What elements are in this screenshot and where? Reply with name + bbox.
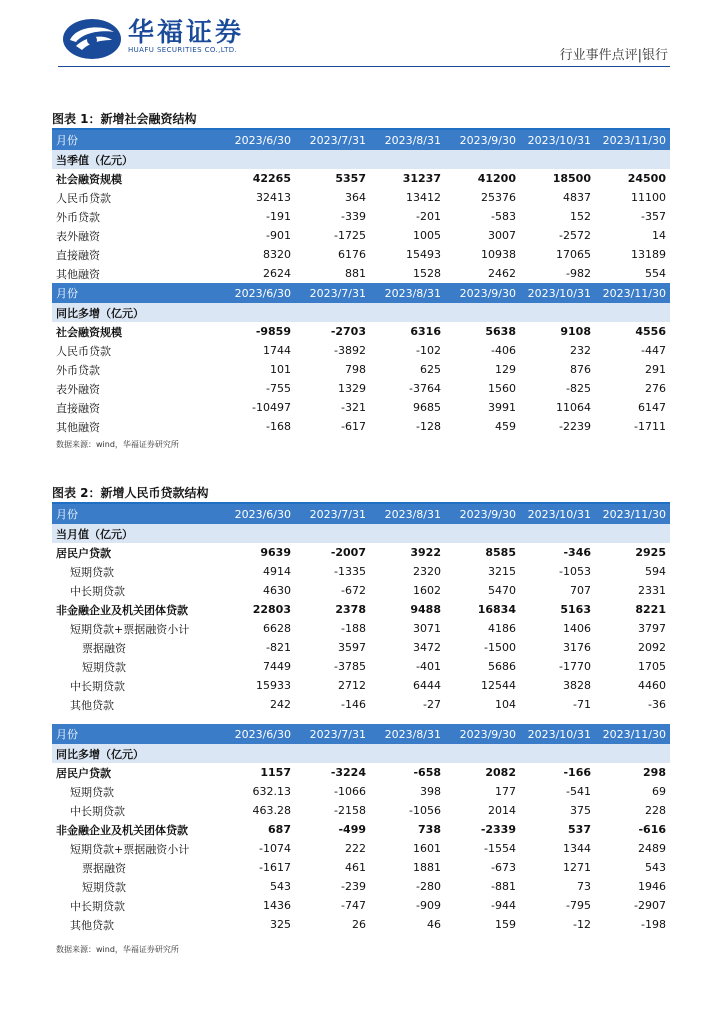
cell-value: 2925 [635, 546, 666, 559]
spacer-cell [52, 714, 670, 724]
table-row [52, 858, 670, 877]
cell-value: 232 [570, 344, 591, 357]
row-label: 票据融资 [82, 861, 126, 875]
column-header-date: 2023/11/30 [595, 504, 670, 524]
cell-value: 2092 [638, 641, 666, 654]
cell-value: 32413 [256, 191, 291, 204]
cell-value: -36 [648, 698, 666, 711]
column-header-date: 2023/9/30 [445, 283, 520, 303]
row-label: 社会融资规模 [56, 172, 122, 186]
cell-value: 6628 [263, 622, 291, 635]
cell-value: 798 [345, 363, 366, 376]
cell-value: 1436 [263, 899, 291, 912]
column-header-date: 2023/9/30 [445, 724, 520, 744]
column-header-date: 2023/10/31 [520, 283, 595, 303]
row-label: 外币贷款 [56, 363, 100, 377]
cell-value: 325 [270, 918, 291, 931]
row-label: 中长期贷款 [70, 804, 125, 818]
column-header-date: 2023/10/31 [520, 504, 595, 524]
table-row [52, 341, 670, 360]
cell-value: -658 [413, 766, 441, 779]
cell-value: -128 [416, 420, 441, 433]
cell-value: 9685 [413, 401, 441, 414]
cell-value: -3224 [330, 766, 366, 779]
cell-value: -2339 [480, 823, 516, 836]
cell-value: 1406 [563, 622, 591, 635]
cell-value: 6147 [638, 401, 666, 414]
cell-value: -201 [416, 210, 441, 223]
cell-value: 291 [645, 363, 666, 376]
cell-value: -944 [491, 899, 516, 912]
section-label: 同比多增（亿元） [52, 303, 670, 322]
figure2-table [52, 504, 670, 934]
cell-value: -3892 [334, 344, 366, 357]
cell-value: 364 [345, 191, 366, 204]
section-label: 当季值（亿元） [52, 150, 670, 169]
table-row [52, 676, 670, 695]
column-header-date: 2023/7/31 [295, 283, 370, 303]
cell-value: 6176 [338, 248, 366, 261]
cell-value: 46 [427, 918, 441, 931]
cell-value: 177 [495, 785, 516, 798]
row-label: 短期贷款 [70, 565, 114, 579]
table-row [52, 782, 670, 801]
cell-value: -881 [491, 880, 516, 893]
page-header [0, 0, 724, 70]
cell-value: 101 [270, 363, 291, 376]
figure2-source: 数据来源：wind，华福证券研究所 [56, 945, 179, 954]
cell-value: 3797 [638, 622, 666, 635]
table-row [52, 398, 670, 417]
column-header-date: 2023/8/31 [370, 504, 445, 524]
cell-value: 5470 [488, 584, 516, 597]
section-label: 当月值（亿元） [52, 524, 670, 543]
cell-value: 707 [570, 584, 591, 597]
cell-value: 1329 [338, 382, 366, 395]
cell-value: 26 [352, 918, 366, 931]
cell-value: -747 [341, 899, 366, 912]
cell-value: -102 [416, 344, 441, 357]
section-header-row [52, 524, 670, 543]
section-header-row [52, 150, 670, 169]
cell-value: 242 [270, 698, 291, 711]
cell-value: 5686 [488, 660, 516, 673]
cell-value: 1344 [563, 842, 591, 855]
section-label: 同比多增（亿元） [52, 744, 670, 763]
cell-value: -1053 [559, 565, 591, 578]
table-row [52, 839, 670, 858]
cell-value: 15933 [256, 679, 291, 692]
column-header-month: 月份 [52, 724, 222, 744]
cell-value: 2378 [335, 603, 366, 616]
cell-value: 152 [570, 210, 591, 223]
cell-value: 2320 [413, 565, 441, 578]
row-label: 非金融企业及机关团体贷款 [56, 603, 188, 617]
cell-value: -982 [566, 267, 591, 280]
cell-value: 15493 [406, 248, 441, 261]
cell-value: -357 [641, 210, 666, 223]
table-row [52, 169, 670, 188]
row-label: 短期贷款 [82, 880, 126, 894]
column-header-date: 2023/9/30 [445, 504, 520, 524]
cell-value: -909 [416, 899, 441, 912]
cell-value: 2712 [338, 679, 366, 692]
table-row [52, 638, 670, 657]
column-header-date: 2023/7/31 [295, 130, 370, 150]
cell-value: 543 [270, 880, 291, 893]
cell-value: 6316 [410, 325, 441, 338]
row-label: 非金融企业及机关团体贷款 [56, 823, 188, 837]
cell-value: 16834 [477, 603, 516, 616]
cell-value: 11064 [556, 401, 591, 414]
cell-value: 9639 [260, 546, 291, 559]
table-row [52, 417, 670, 436]
cell-value: -10497 [252, 401, 291, 414]
cell-value: 11100 [631, 191, 666, 204]
cell-value: -1056 [409, 804, 441, 817]
cell-value: 1157 [260, 766, 291, 779]
cell-value: -1066 [334, 785, 366, 798]
column-header-month: 月份 [52, 283, 222, 303]
cell-value: 1560 [488, 382, 516, 395]
cell-value: -821 [266, 641, 291, 654]
cell-value: 3597 [338, 641, 366, 654]
row-label: 其他贷款 [70, 918, 114, 932]
row-label: 其他融资 [56, 420, 100, 434]
row-label: 中长期贷款 [70, 899, 125, 913]
section-header-row [52, 744, 670, 763]
row-label: 短期贷款 [70, 785, 114, 799]
column-header-date: 2023/7/31 [295, 504, 370, 524]
cell-value: -146 [341, 698, 366, 711]
cell-value: -188 [341, 622, 366, 635]
company-name-en: HUAFU SECURITIES CO.,LTD. [128, 46, 238, 54]
cell-value: -280 [416, 880, 441, 893]
table-row [52, 360, 670, 379]
table-row [52, 820, 670, 839]
cell-value: -616 [638, 823, 666, 836]
cell-value: 3472 [413, 641, 441, 654]
cell-value: 2014 [488, 804, 516, 817]
section-header-row [52, 303, 670, 322]
cell-value: 1528 [413, 267, 441, 280]
column-header-date: 2023/11/30 [595, 130, 670, 150]
row-label: 其他融资 [56, 267, 100, 281]
cell-value: -1554 [484, 842, 516, 855]
table-header-row [52, 724, 670, 744]
cell-value: -191 [266, 210, 291, 223]
table-row [52, 619, 670, 638]
cell-value: -9859 [255, 325, 291, 338]
cell-value: -3764 [409, 382, 441, 395]
cell-value: 9488 [410, 603, 441, 616]
cell-value: -166 [563, 766, 591, 779]
cell-value: -1617 [259, 861, 291, 874]
cell-value: -583 [491, 210, 516, 223]
cell-value: 276 [645, 382, 666, 395]
cell-value: -339 [341, 210, 366, 223]
cell-value: 1881 [413, 861, 441, 874]
cell-value: 1602 [413, 584, 441, 597]
cell-value: 2462 [488, 267, 516, 280]
cell-value: 3828 [563, 679, 591, 692]
column-header-date: 2023/10/31 [520, 724, 595, 744]
cell-value: 459 [495, 420, 516, 433]
cell-value: -617 [341, 420, 366, 433]
company-name-cn: 华福证券 [128, 18, 245, 48]
cell-value: 104 [495, 698, 516, 711]
cell-value: 8221 [635, 603, 666, 616]
table-row [52, 245, 670, 264]
cell-value: -239 [341, 880, 366, 893]
cell-value: -541 [566, 785, 591, 798]
cell-value: 375 [570, 804, 591, 817]
cell-value: 4630 [263, 584, 291, 597]
cell-value: 1744 [263, 344, 291, 357]
cell-value: 298 [643, 766, 666, 779]
table-header-row [52, 130, 670, 150]
row-label: 中长期贷款 [70, 679, 125, 693]
cell-value: 13189 [631, 248, 666, 261]
cell-value: -1770 [559, 660, 591, 673]
cell-value: 1601 [413, 842, 441, 855]
table-row [52, 915, 670, 934]
row-label: 中长期贷款 [70, 584, 125, 598]
cell-value: 4837 [563, 191, 591, 204]
column-header-date: 2023/9/30 [445, 130, 520, 150]
cell-value: 1705 [638, 660, 666, 673]
cell-value: 4914 [263, 565, 291, 578]
cell-value: 3215 [488, 565, 516, 578]
cell-value: 159 [495, 918, 516, 931]
figure2-title: 图表 2：新增人民币贷款结构 [52, 486, 209, 500]
cell-value: 2082 [485, 766, 516, 779]
cell-value: 543 [645, 861, 666, 874]
row-label: 其他贷款 [70, 698, 114, 712]
figure1-title: 图表 1：新增社会融资结构 [52, 112, 197, 126]
huafu-logo-icon [62, 18, 122, 60]
cell-value: -168 [266, 420, 291, 433]
figure1-table [52, 130, 670, 436]
cell-value: 3071 [413, 622, 441, 635]
cell-value: -1500 [484, 641, 516, 654]
cell-value: -755 [266, 382, 291, 395]
table-row [52, 763, 670, 782]
cell-value: -1725 [334, 229, 366, 242]
cell-value: -1074 [259, 842, 291, 855]
column-header-date: 2023/8/31 [370, 283, 445, 303]
cell-value: -1711 [634, 420, 666, 433]
cell-value: 5638 [485, 325, 516, 338]
cell-value: 228 [645, 804, 666, 817]
cell-value: 2331 [638, 584, 666, 597]
column-header-date: 2023/6/30 [222, 504, 295, 524]
row-label: 短期贷款+票据融资小计 [70, 622, 190, 636]
cell-value: -672 [341, 584, 366, 597]
cell-value: 594 [645, 565, 666, 578]
cell-value: 461 [345, 861, 366, 874]
cell-value: 24500 [627, 172, 666, 185]
cell-value: -825 [566, 382, 591, 395]
row-label: 人民币贷款 [56, 344, 111, 358]
table-row [52, 801, 670, 820]
cell-value: 3176 [563, 641, 591, 654]
row-label: 短期贷款 [82, 660, 126, 674]
table-row [52, 188, 670, 207]
cell-value: -2158 [334, 804, 366, 817]
cell-value: -2572 [559, 229, 591, 242]
row-label: 居民户贷款 [56, 546, 111, 560]
cell-value: -673 [491, 861, 516, 874]
row-label: 票据融资 [82, 641, 126, 655]
cell-value: -2239 [559, 420, 591, 433]
cell-value: 12544 [481, 679, 516, 692]
cell-value: 8320 [263, 248, 291, 261]
cell-value: -2703 [330, 325, 366, 338]
cell-value: 17065 [556, 248, 591, 261]
cell-value: -499 [338, 823, 366, 836]
cell-value: 4186 [488, 622, 516, 635]
cell-value: 41200 [477, 172, 516, 185]
row-label: 直接融资 [56, 248, 100, 262]
cell-value: -447 [641, 344, 666, 357]
table-spacer [52, 714, 670, 724]
row-label: 直接融资 [56, 401, 100, 415]
cell-value: -406 [491, 344, 516, 357]
cell-value: 18500 [552, 172, 591, 185]
column-header-date: 2023/11/30 [595, 724, 670, 744]
column-header-date: 2023/10/31 [520, 130, 595, 150]
cell-value: 6444 [413, 679, 441, 692]
cell-value: -401 [416, 660, 441, 673]
cell-value: -901 [266, 229, 291, 242]
table-row [52, 896, 670, 915]
row-label: 社会融资规模 [56, 325, 122, 339]
cell-value: 554 [645, 267, 666, 280]
row-label: 短期贷款+票据融资小计 [70, 842, 190, 856]
cell-value: 8585 [485, 546, 516, 559]
cell-value: -346 [563, 546, 591, 559]
cell-value: 69 [652, 785, 666, 798]
cell-value: 881 [345, 267, 366, 280]
cell-value: 14 [652, 229, 666, 242]
cell-value: 1005 [413, 229, 441, 242]
column-header-date: 2023/8/31 [370, 130, 445, 150]
table-row [52, 264, 670, 283]
column-header-date: 2023/8/31 [370, 724, 445, 744]
cell-value: -71 [573, 698, 591, 711]
table-row [52, 226, 670, 245]
report-type: 行业事件点评|银行 [559, 48, 668, 63]
cell-value: 463.28 [252, 804, 291, 817]
cell-value: 25376 [481, 191, 516, 204]
cell-value: 4460 [638, 679, 666, 692]
table-row [52, 877, 670, 896]
cell-value: 687 [268, 823, 291, 836]
table-row [52, 322, 670, 341]
column-header-date: 2023/6/30 [222, 724, 295, 744]
column-header-month: 月份 [52, 504, 222, 524]
cell-value: -2007 [330, 546, 366, 559]
header-divider [58, 66, 670, 67]
cell-value: 3922 [410, 546, 441, 559]
cell-value: -1335 [334, 565, 366, 578]
cell-value: 42265 [252, 172, 291, 185]
cell-value: 632.13 [252, 785, 291, 798]
table-row [52, 657, 670, 676]
row-label: 居民户贷款 [56, 766, 111, 780]
cell-value: -321 [341, 401, 366, 414]
table-row [52, 543, 670, 562]
cell-value: 73 [577, 880, 591, 893]
cell-value: 738 [418, 823, 441, 836]
table-row [52, 600, 670, 619]
row-label: 外币贷款 [56, 210, 100, 224]
cell-value: 7449 [263, 660, 291, 673]
cell-value: -198 [641, 918, 666, 931]
cell-value: 5163 [560, 603, 591, 616]
figure1-source: 数据来源：wind，华福证券研究所 [56, 440, 179, 449]
cell-value: 3991 [488, 401, 516, 414]
cell-value: 222 [345, 842, 366, 855]
column-header-date: 2023/6/30 [222, 283, 295, 303]
cell-value: 2489 [638, 842, 666, 855]
cell-value: -12 [573, 918, 591, 931]
table-row [52, 695, 670, 714]
table-header-row [52, 283, 670, 303]
column-header-date: 2023/7/31 [295, 724, 370, 744]
column-header-month: 月份 [52, 130, 222, 150]
cell-value: -795 [566, 899, 591, 912]
cell-value: 1946 [638, 880, 666, 893]
cell-value: 31237 [402, 172, 441, 185]
cell-value: 10938 [481, 248, 516, 261]
cell-value: 876 [570, 363, 591, 376]
column-header-date: 2023/11/30 [595, 283, 670, 303]
cell-value: 129 [495, 363, 516, 376]
table-row [52, 581, 670, 600]
row-label: 人民币贷款 [56, 191, 111, 205]
column-header-date: 2023/6/30 [222, 130, 295, 150]
cell-value: 625 [420, 363, 441, 376]
row-label: 表外融资 [56, 229, 100, 243]
cell-value: 537 [568, 823, 591, 836]
cell-value: 2624 [263, 267, 291, 280]
cell-value: 4556 [635, 325, 666, 338]
table-header-row [52, 504, 670, 524]
cell-value: 3007 [488, 229, 516, 242]
cell-value: 398 [420, 785, 441, 798]
cell-value: -27 [423, 698, 441, 711]
cell-value: 22803 [252, 603, 291, 616]
cell-value: 9108 [560, 325, 591, 338]
row-label: 表外融资 [56, 382, 100, 396]
table-row [52, 379, 670, 398]
cell-value: 5357 [335, 172, 366, 185]
cell-value: 1271 [563, 861, 591, 874]
cell-value: 13412 [406, 191, 441, 204]
table-row [52, 562, 670, 581]
cell-value: -2907 [634, 899, 666, 912]
cell-value: -3785 [334, 660, 366, 673]
table-row [52, 207, 670, 226]
